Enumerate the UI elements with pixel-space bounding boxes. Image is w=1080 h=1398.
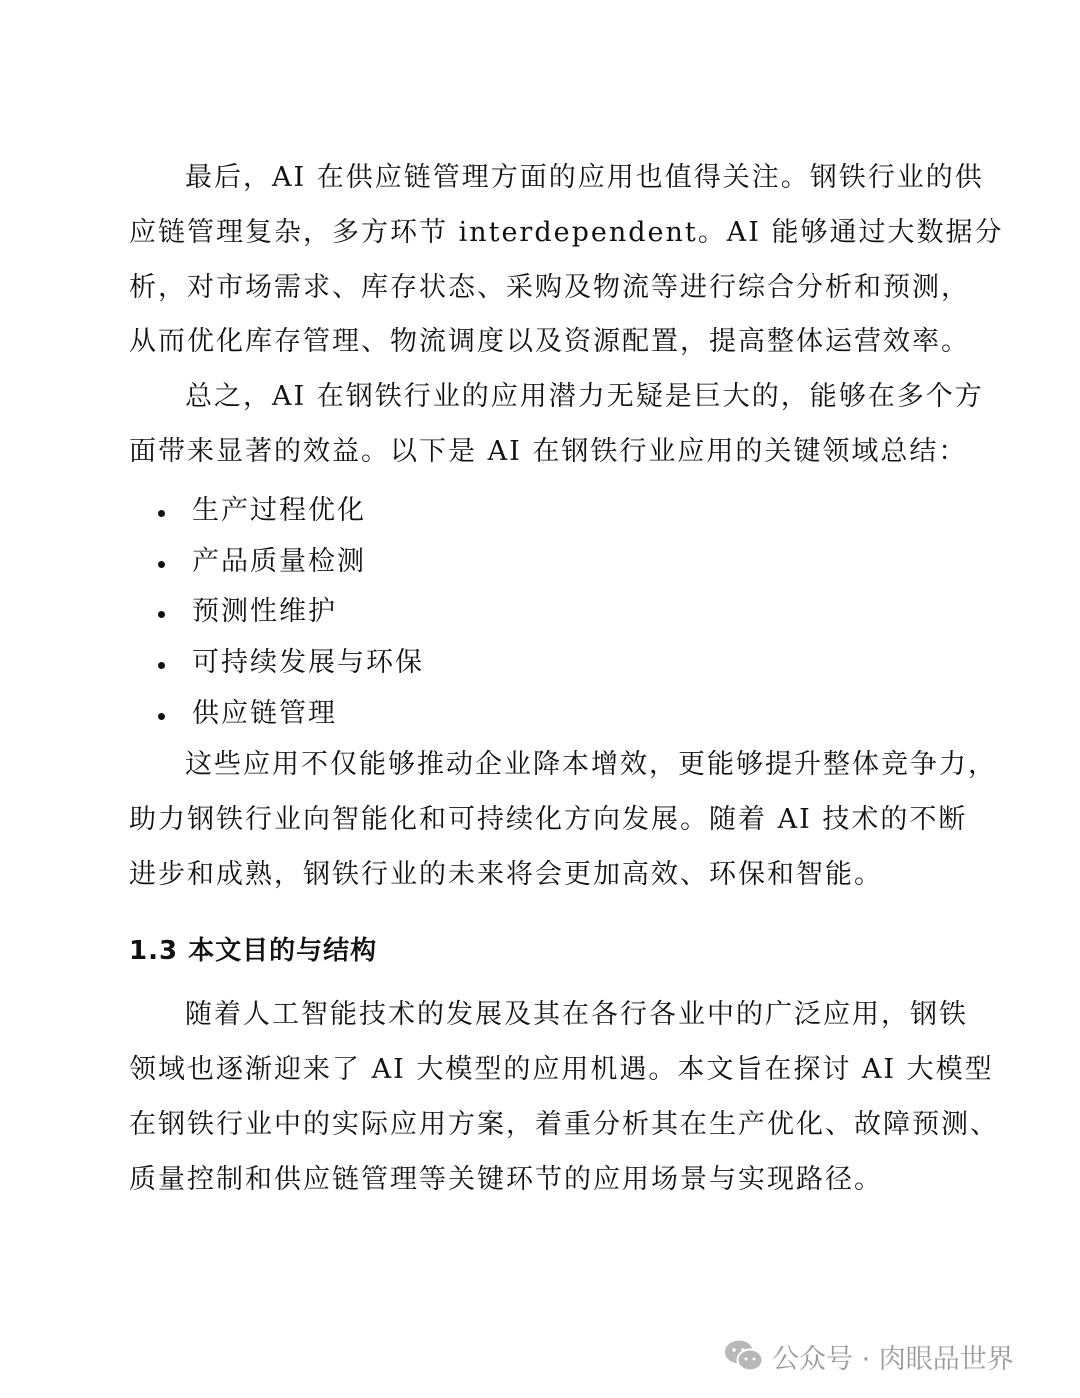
list-item-text: 生产过程优化 [192,495,366,526]
paragraph-3-line-3: 进步和成熟，钢铁行业的未来将会更加高效、环保和智能。 [129,859,883,890]
bullet-dot [158,611,165,618]
paragraph-2-line-2: 面带来显著的效益。以下是 AI 在钢铁行业应用的关键领域总结： [129,436,968,467]
paragraph-1-line-3: 析，对市场需求、库存状态、采购及物流等进行综合分析和预测， [129,272,970,303]
paragraph-4-line-3: 在钢铁行业中的实际应用方案，着重分析其在生产优化、故障预测、 [129,1109,999,1140]
paragraph-4-line-1: 随着人工智能技术的发展及其在各行各业中的广泛应用，钢铁 [185,999,968,1030]
watermark [724,1336,1014,1376]
section-heading: 1.3 本文目的与结构 [129,936,378,966]
paragraph-4-line-2: 领域也逐渐迎来了 AI 大模型的应用机遇。本文旨在探讨 AI 大模型 [129,1054,994,1085]
bullet-dot [158,510,165,517]
paragraph-1-line-1: 最后，AI 在供应链管理方面的应用也值得关注。钢铁行业的供 [185,162,984,193]
paragraph-2-line-1: 总之，AI 在钢铁行业的应用潜力无疑是巨大的，能够在多个方 [185,381,984,412]
watermark-text: 公众号 · 肉眼品世界 [772,1343,1014,1375]
paragraph-3-line-1: 这些应用不仅能够推动企业降本增效，更能够提升整体竞争力， [185,749,997,780]
paragraph-1-line-4: 从而优化库存管理、物流调度以及资源配置，提高整体运营效率。 [129,326,970,357]
wechat-icon [724,1339,764,1373]
paragraph-3-line-2: 助力钢铁行业向智能化和可持续化方向发展。随着 AI 技术的不断 [129,804,968,835]
list-item-text: 预测性维护 [192,596,337,627]
bullet-dot [158,662,165,669]
paragraph-4-line-4: 质量控制和供应链管理等关键环节的应用场景与实现路径。 [129,1164,883,1195]
paragraph-1-line-2: 应链管理复杂，多方环节 interdependent。AI 能够通过大数据分 [129,217,1004,248]
list-item-text: 可持续发展与环保 [192,647,424,678]
bullet-dot [158,561,165,568]
list-item-text: 产品质量检测 [192,546,366,577]
list-item-text: 供应链管理 [192,698,337,729]
bullet-dot [158,713,165,720]
